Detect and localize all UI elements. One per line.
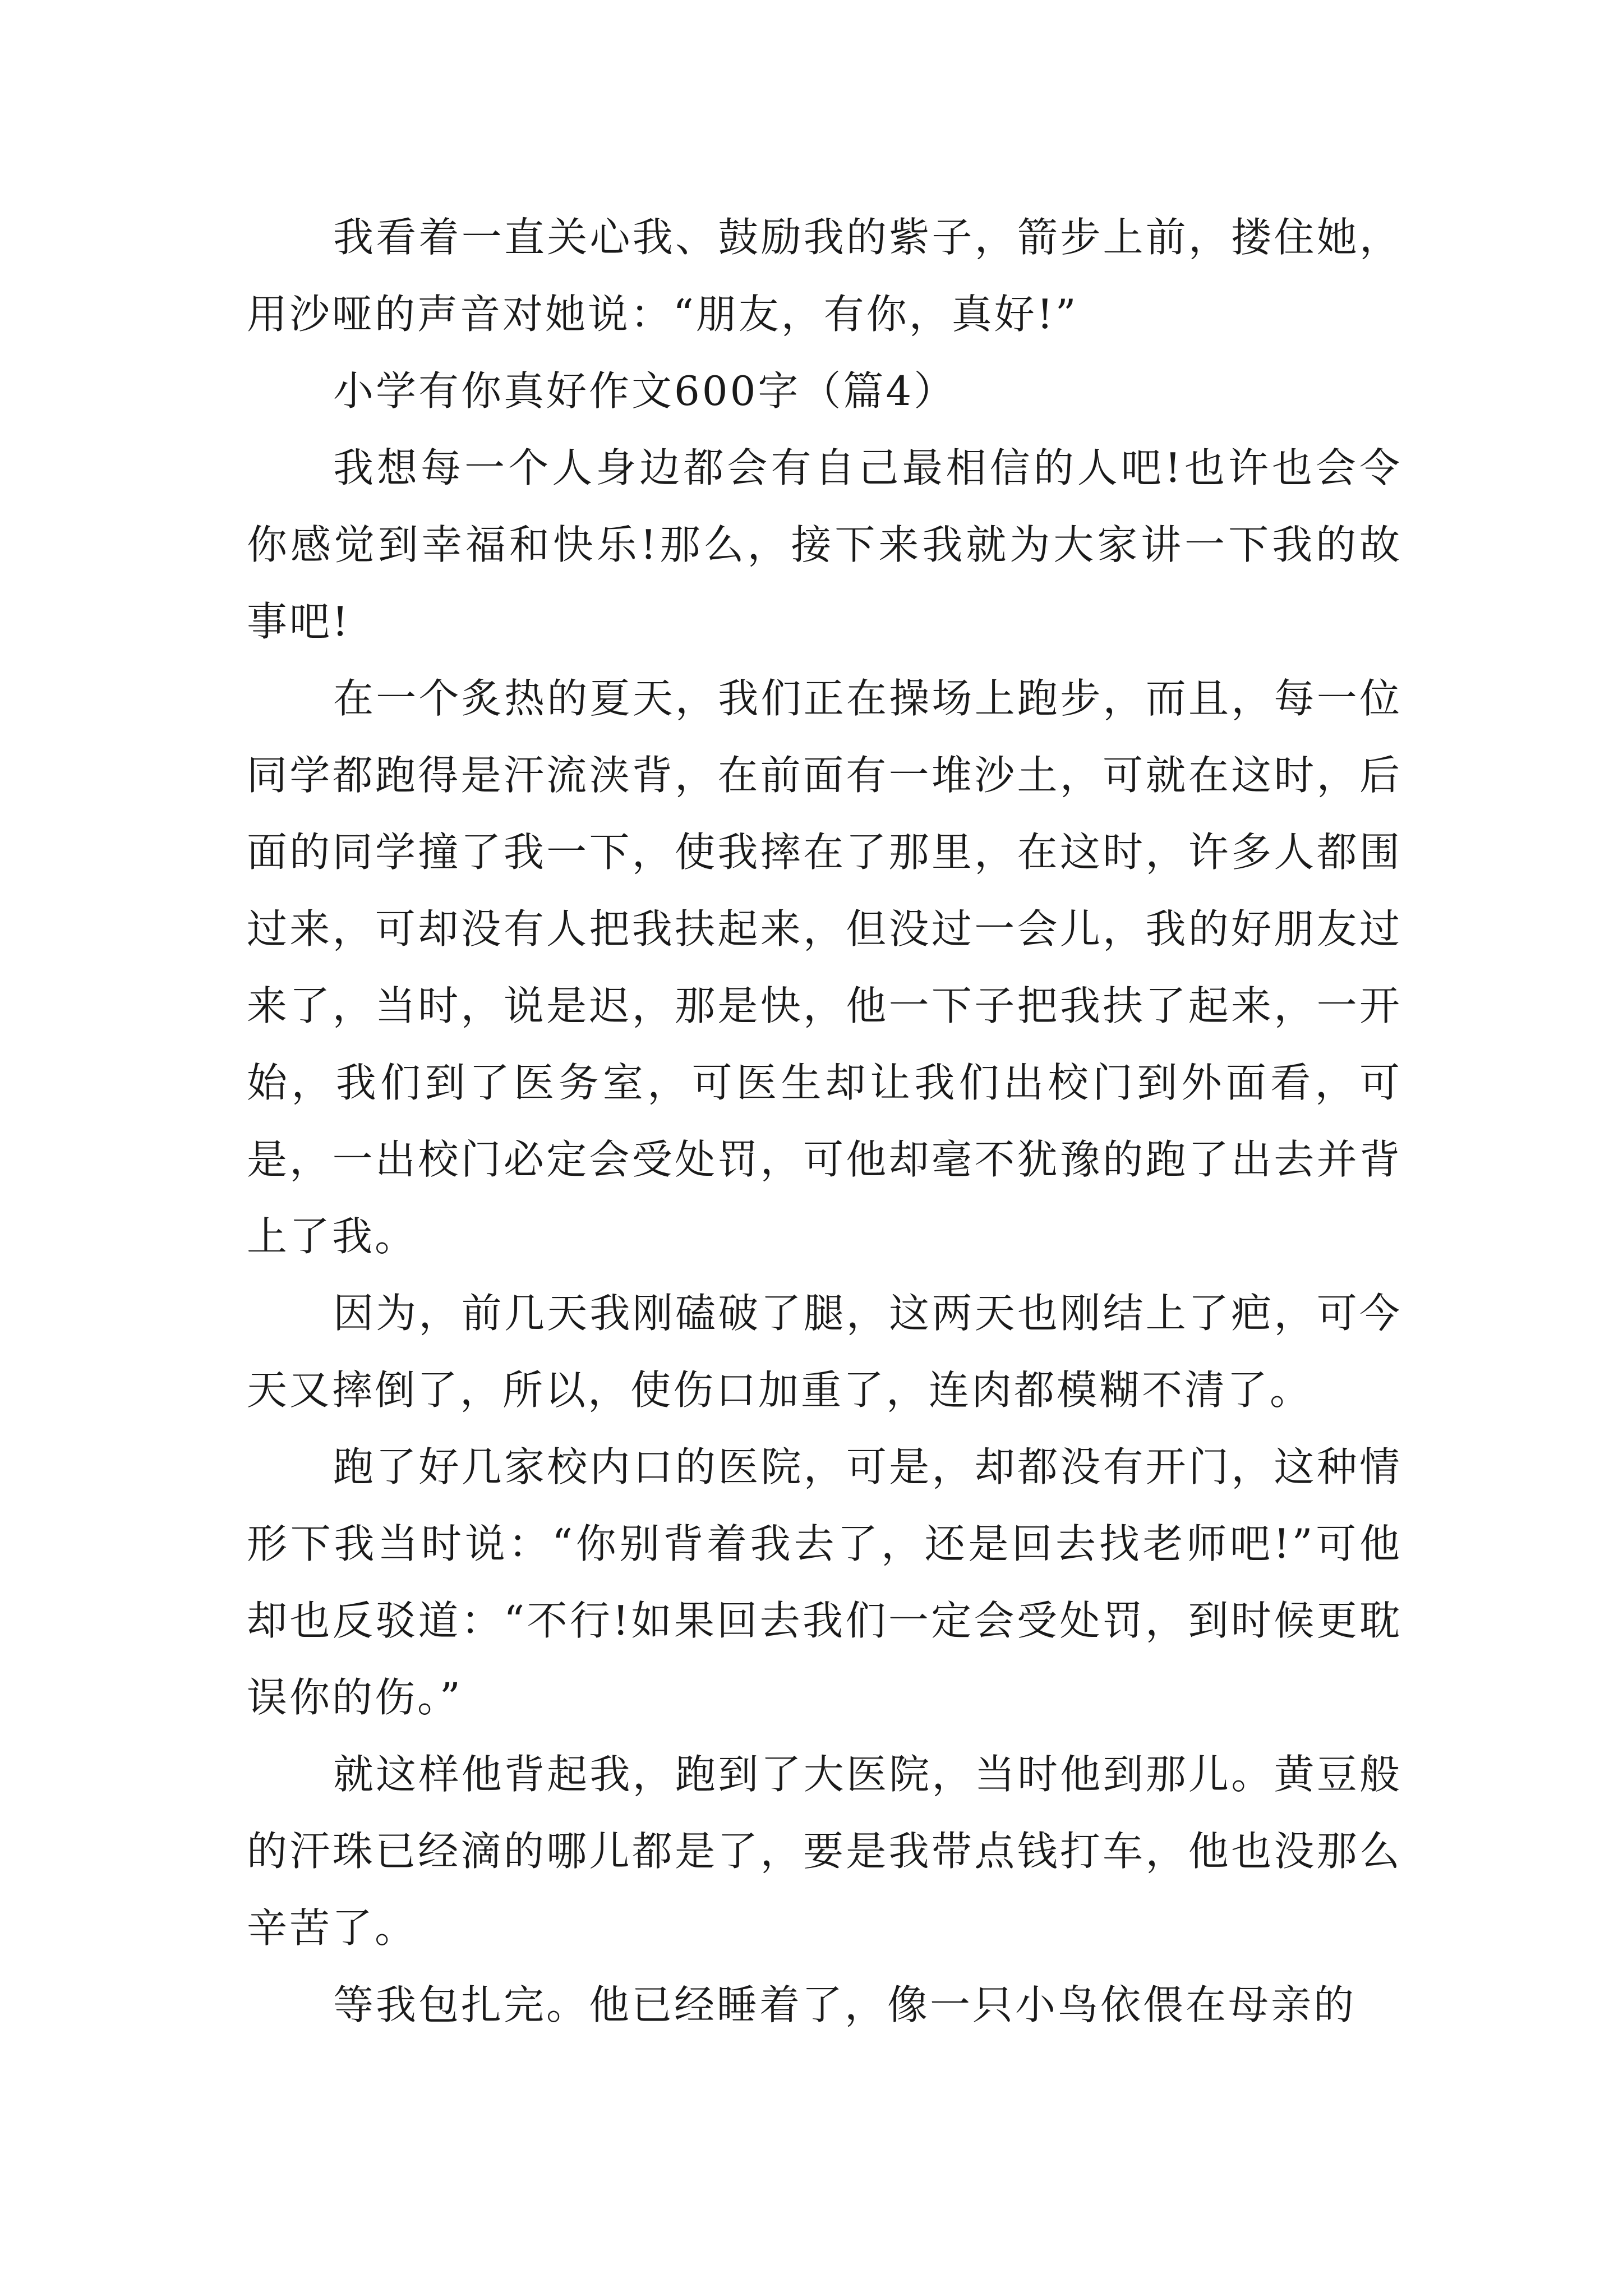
- paragraph-2: 我想每一个人身边都会有自己最相信的人吧!也许也会令你感觉到幸福和快乐!那么，接下来我就为大家讲一下我的故事吧!: [247, 444, 1402, 645]
- paragraph-3: 在一个炙热的夏天，我们正在操场上跑步，而且，每一位同学都跑得是汗流浃背，在前面有一堆沙土，可就在这时，后面的同学撞了我一下，使我摔在了那里，在这时，许多人都围过来，可却没有人把我扶起来，但没过一会儿，我的好朋友过来了，当时，说是迟，那是快，他一下子把我扶了起来，一开始，我们到了医务室，可医生却让我们出校门到外面看，可是，一出校门必定会受处罚，可他却毫不犹豫的跑了出去并背上了我。: [247, 675, 1402, 1260]
- paragraph-4: 因为，前几天我刚磕破了腿，这两天也刚结上了疤，可今天又摔倒了，所以，使伤口加重了，连肉都模糊不清了。: [247, 1290, 1402, 1414]
- section-heading: 小学有你真好作文600字（篇4）: [333, 367, 957, 415]
- paragraph-1: 我看着一直关心我、鼓励我的紫子，箭步上前，搂住她，用沙哑的声音对她说：“朋友，有你，真好!”: [247, 214, 1402, 338]
- document-body: [247, 199, 1402, 2044]
- paragraph-6: 就这样他背起我，跑到了大医院，当时他到那儿。黄豆般的汗珠已经滴的哪儿都是了，要是我带点钱打车，他也没那么辛苦了。: [247, 1751, 1402, 1952]
- paragraph-7: 等我包扎完。他已经睡着了，像一只小鸟依偎在母亲的: [333, 1981, 1357, 2028]
- paragraph-5: 跑了好几家校内口的医院，可是，却都没有开门，这种情形下我当时说：“你别背着我去了，还是回去找老师吧!”可他却也反驳道：“不行!如果回去我们一定会受处罚，到时候更耽误你的伤。”: [247, 1443, 1402, 1721]
